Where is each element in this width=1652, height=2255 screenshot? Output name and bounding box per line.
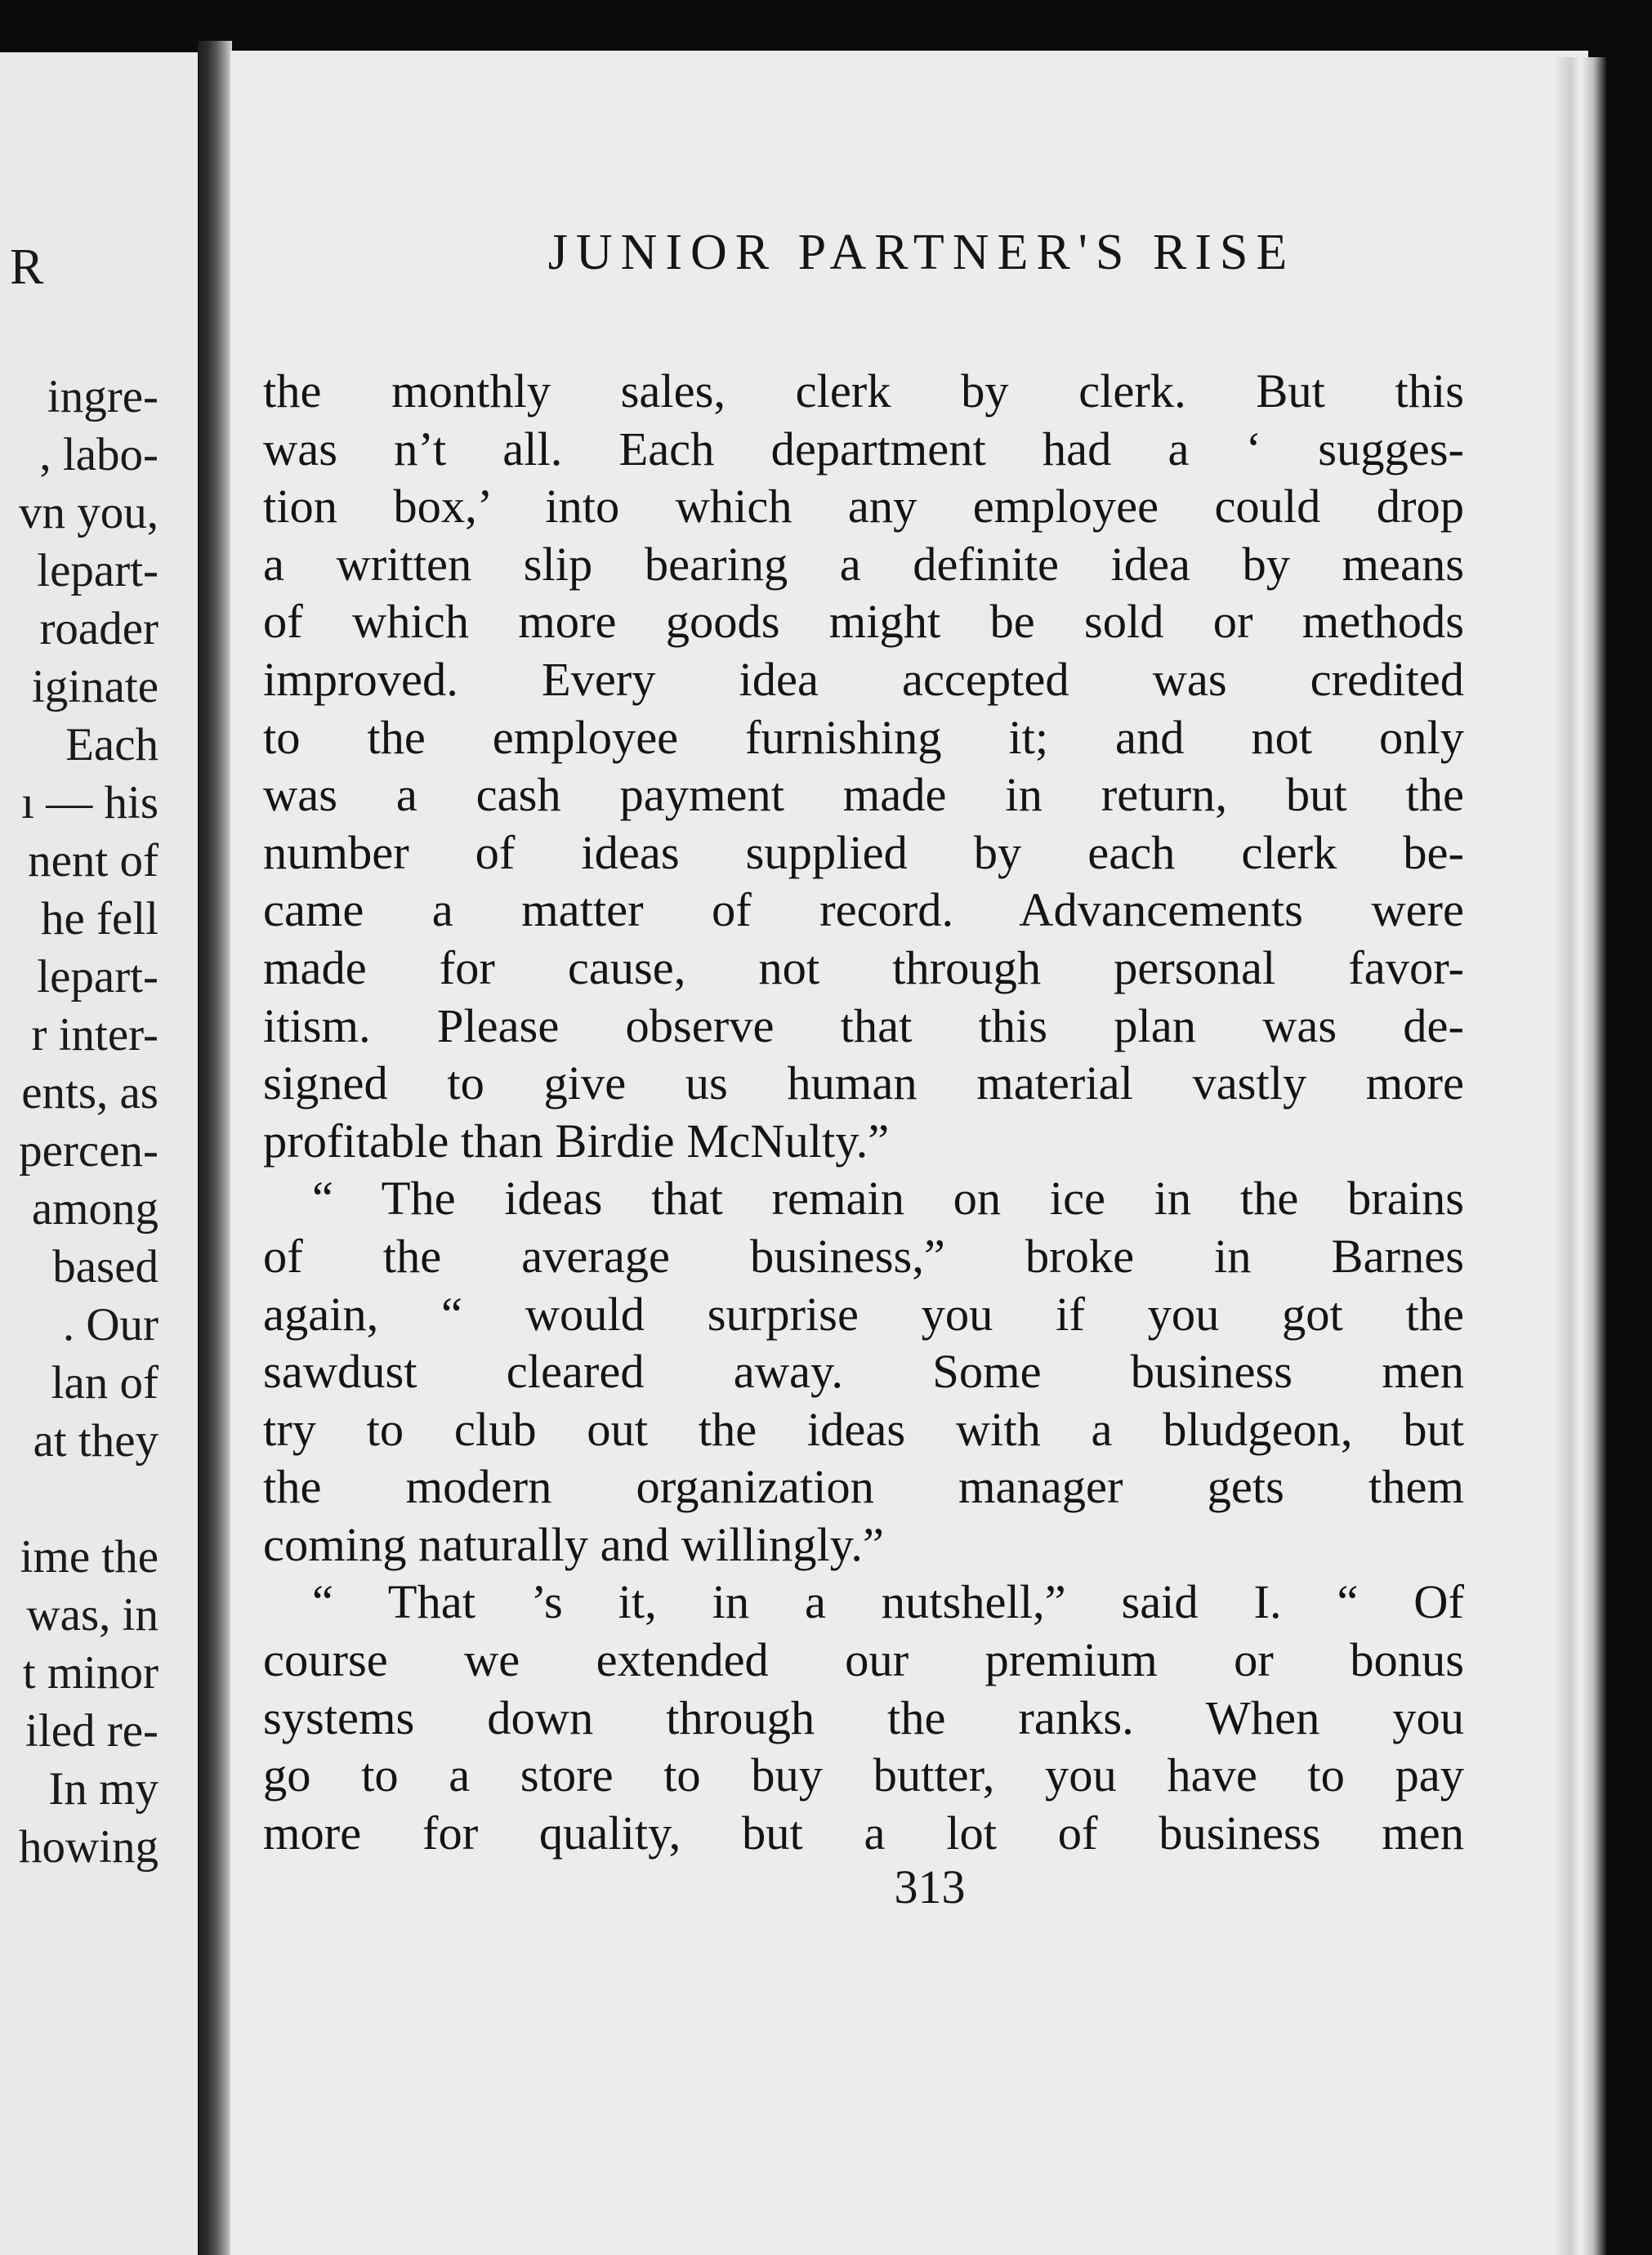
page-number: 313 xyxy=(894,1860,966,1913)
text-line: the monthly sales, clerk by clerk. But this xyxy=(263,364,1464,418)
text-line: of which more goods might be sold or methods xyxy=(263,595,1464,649)
text-line: “ That ’s it, in a nutshell,” said I. “ Of xyxy=(312,1575,1464,1629)
text-line: came a matter of record. Advancements were xyxy=(263,883,1464,937)
book-gutter xyxy=(198,41,232,2255)
text-line: more for quality, but a lot of business men xyxy=(263,1806,1464,1860)
previous-page-line: In my xyxy=(48,1763,159,1815)
text-line: “ The ideas that remain on ice in the brains xyxy=(312,1172,1464,1226)
previous-page-line xyxy=(0,1470,159,1528)
text-line: improved. Every idea accepted was credited xyxy=(263,652,1464,706)
text-line: was n’t all. Each department had a ‘ sugges- xyxy=(263,422,1464,476)
previous-page-line: iginate xyxy=(31,661,159,712)
previous-page-line: r inter- xyxy=(31,1009,159,1061)
text-line: of the average business,” broke in Barnes xyxy=(263,1229,1464,1283)
previous-page-line: percen- xyxy=(19,1125,159,1177)
text-line: itism. Please observe that this plan was de- xyxy=(263,998,1464,1052)
text-line: signed to give us human material vastly more xyxy=(263,1056,1464,1110)
text-line: go to a store to buy butter, you have to pay xyxy=(263,1748,1464,1802)
text-line: the modern organization manager gets them xyxy=(263,1460,1464,1514)
previous-page-line: he fell xyxy=(40,893,159,944)
previous-page-line: iled re- xyxy=(25,1705,159,1757)
text-line: try to club out the ideas with a bludgeon, but xyxy=(263,1402,1464,1456)
text-line: tion box,’ into which any employee could drop xyxy=(263,480,1464,534)
text-line: a written slip bearing a definite idea by means xyxy=(263,537,1464,591)
previous-page-line: was, in xyxy=(26,1589,159,1641)
previous-page-running-head: R xyxy=(10,239,46,295)
text-line: made for cause, not through personal favor- xyxy=(263,940,1464,994)
text-line: systems down through the ranks. When you xyxy=(263,1690,1464,1744)
previous-page-line: roader xyxy=(39,603,159,654)
previous-page-line: lepart- xyxy=(37,951,159,1002)
text-line: course we extended our premium or bonus xyxy=(263,1633,1464,1687)
text-line: coming naturally and willingly.” xyxy=(263,1517,884,1571)
previous-page-line: t minor xyxy=(22,1647,159,1699)
page-313 xyxy=(230,51,1588,2255)
running-head: JUNIOR PARTNER'S RISE xyxy=(547,225,1296,280)
previous-page-line: Each xyxy=(65,719,159,770)
previous-page-line: ime the xyxy=(20,1531,159,1583)
text-line: profitable than Birdie McNulty.” xyxy=(263,1114,890,1168)
previous-page-line: at they xyxy=(33,1415,159,1467)
body-text xyxy=(263,363,1464,1862)
text-line: number of ideas supplied by each clerk be- xyxy=(263,825,1464,879)
previous-page-line: . Our xyxy=(62,1299,159,1351)
page-edge xyxy=(1556,57,1606,2255)
previous-page-line: ents, as xyxy=(21,1067,159,1119)
previous-page-line: ingre- xyxy=(47,371,159,422)
previous-page-line: ı — his xyxy=(21,777,159,828)
text-line: was a cash payment made in return, but the xyxy=(263,768,1464,822)
previous-page-text xyxy=(0,368,159,1876)
previous-page xyxy=(0,52,201,2255)
previous-page-line: based xyxy=(52,1241,159,1293)
previous-page-line: among xyxy=(31,1183,159,1235)
previous-page-line: howing xyxy=(19,1821,159,1873)
text-line: sawdust cleared away. Some business men xyxy=(263,1345,1464,1399)
text-line: to the employee furnishing it; and not only xyxy=(263,710,1464,764)
text-line: again, “ would surprise you if you got the xyxy=(263,1287,1464,1341)
previous-page-line: nent of xyxy=(28,835,159,886)
previous-page-line: lepart- xyxy=(37,545,159,596)
previous-page-line: vn you, xyxy=(19,487,159,538)
previous-page-line: lan of xyxy=(51,1357,159,1409)
previous-page-line: , labo- xyxy=(39,429,159,480)
